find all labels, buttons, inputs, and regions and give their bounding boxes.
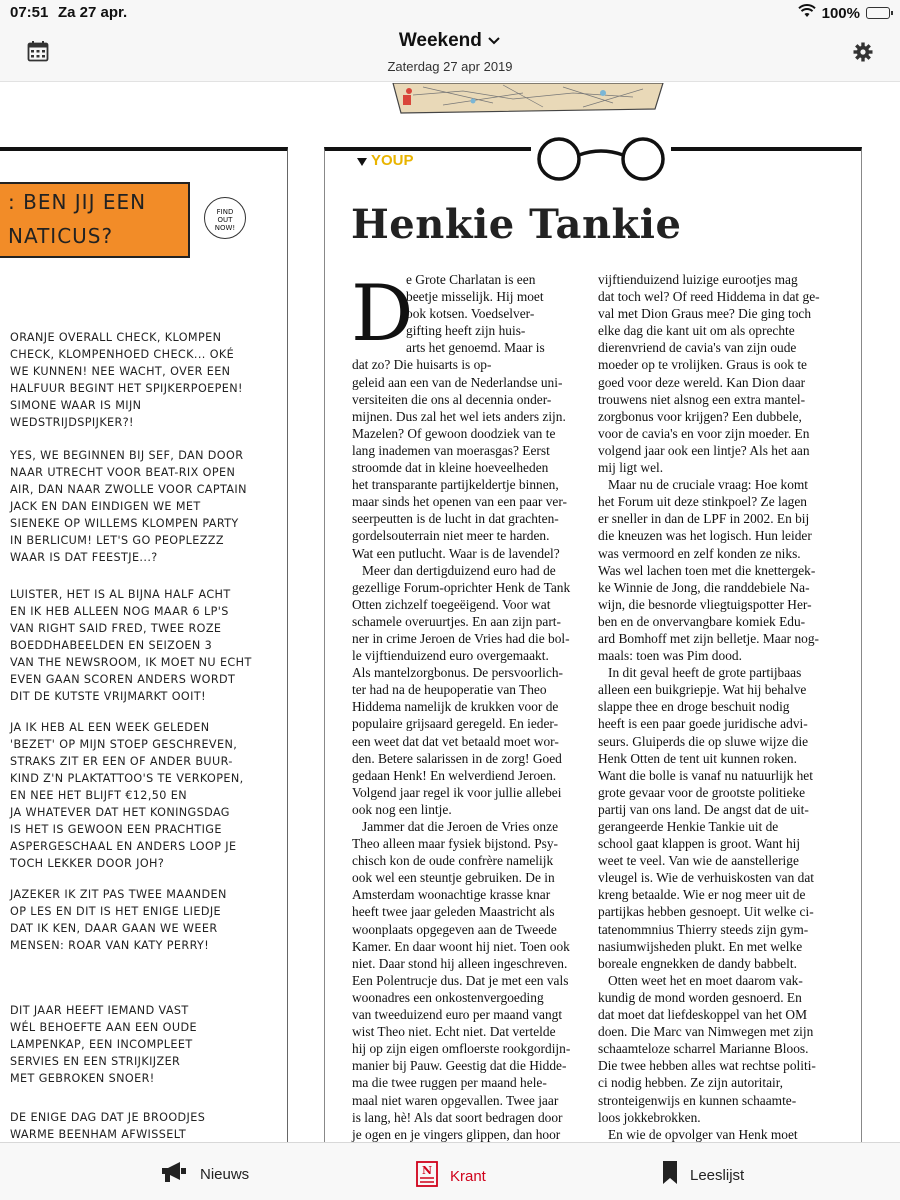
map-illustration [383, 83, 673, 121]
comic-line: KIND Z'N PLAKTATTOO'S TE VERKOPEN, [10, 772, 244, 785]
article-line: elke dag die kant uit om als oprechte [598, 323, 795, 339]
article-line: vleugel is. Wie de verhuiskosten van dat [598, 870, 815, 886]
app-header [0, 26, 900, 82]
article-line: wist Theo niet. Echt niet. Dat vertelde [352, 1024, 556, 1040]
article-line: Theo alleen maar fysiek bijstond. Psy- [352, 836, 559, 852]
comic-speech-block [10, 1109, 278, 1142]
comic-line: MENSEN: ROAR VAN KATY PERRY! [10, 939, 210, 952]
article-line: is lang, hè! Als dat soort bedragen door [352, 1109, 563, 1125]
comic-line: LUISTER, HET IS AL BIJNA HALF ACHT [10, 588, 231, 601]
article-line: vijftienduizend luizige eurootjes mag [598, 272, 798, 287]
comic-line: IN BERLICUM! LET'S GO PEOPLEZZZ [10, 534, 224, 547]
wifi-icon [798, 4, 816, 22]
comic-line: 'BEZET' OP MIJN STOEP GESCHREVEN, [10, 738, 238, 751]
tab-leeslijst[interactable] [662, 1161, 744, 1189]
article-line: maals: toen was Pim dood. [598, 648, 742, 664]
megaphone-icon [160, 1161, 188, 1187]
article-line: En wie de opvolger van Henk moet [608, 1126, 798, 1142]
article-line: Hiddema namelijk de krukken voor de [352, 699, 559, 715]
comic-line: DIT DE KUTSTE VRIJMARKT OOIT! [10, 690, 206, 703]
article-line: niet. Daar stond hij alleen ingeschreven. [352, 955, 568, 971]
article-line: Volgend jaar regel ik voor jullie allebei [352, 784, 562, 800]
article-line: mijnen. Dus zal het wel iets anders zijn. [352, 408, 566, 424]
article-line: arts het genoemd. Maar is [406, 340, 545, 356]
badge-line: NOW! [214, 224, 236, 232]
tab-label: Krant [450, 1167, 486, 1185]
edition-selector[interactable] [0, 30, 900, 52]
comic-speech-block [10, 1002, 278, 1087]
comic-line: SERVIES EN EEN STRIJKIJZER [10, 1055, 181, 1068]
comic-line: WAAR IS DAT FEESTJE...? [10, 551, 158, 564]
article-line: In dit geval heeft de grote partijbaas [608, 665, 802, 681]
article-line: partij van ons land. De angst dat de uit- [598, 801, 809, 817]
comic-line: WARME BEENHAM AFWISSELT [10, 1128, 187, 1141]
comic-banner-line1: : BEN JIJ EEN [8, 190, 147, 214]
article-line: wijn, die besnorde vliegtuigspotter Her- [598, 596, 812, 612]
article-line: woonplaats opgegeven aan de Tweede [352, 921, 557, 937]
article-line: ben en de onvervangbare komiek Edu- [598, 613, 806, 629]
battery-icon [866, 7, 890, 19]
article-line: volgend jaar ook een lintje? Als het aan [598, 442, 810, 458]
edition-title: Weekend [398, 30, 482, 51]
article-line: alleen een buikgriepje. Wat hij behalve [598, 682, 807, 698]
article-line: ci nodig hebben. Ze zijn autoritair, [598, 1075, 784, 1091]
edition-date: Zaterdag 27 apr 2019 [387, 59, 513, 74]
comic-line: HALFUUR BEGINT HET SPIJKERPOEPEN! [10, 382, 243, 395]
article-line: stroomde dat in kleine hoeveelheden [352, 460, 549, 476]
comic-line: JA IK HEB AL EEN WEEK GELEDEN [10, 721, 210, 734]
svg-text:N: N [421, 1164, 433, 1177]
article-line: zorgbonus voor krijgen? Een dubbele, [598, 408, 802, 424]
comic-speech-block [10, 447, 278, 566]
article-line: le vijftienduizend euro overgemaakt. [352, 648, 549, 664]
tab-nieuws[interactable] [160, 1161, 249, 1187]
article-column-1 [352, 271, 588, 1142]
status-date: Za 27 apr. [58, 4, 128, 21]
tab-label: Leeslijst [690, 1166, 745, 1184]
comic-line: MET GEBROKEN SNOER! [10, 1072, 155, 1085]
article-line: Een Polentrucje dus. Dat je met een vals [352, 972, 569, 988]
tab-bar [0, 1142, 900, 1200]
article-line: dierenvriend de cavia's van zijn oude [598, 340, 797, 356]
article-line: woonadres een onkostenvergoeding [352, 989, 544, 1005]
status-bar [0, 0, 900, 26]
comic-line: ASPERGESCHAAL EN ANDERS LOOP JE [10, 840, 237, 853]
kicker-marker-icon [357, 155, 367, 165]
comic-line: IS HET IS GEWOON EEN PRACHTIGE [10, 823, 222, 836]
article-line: Was wel lachen toen met die knettergek- [598, 562, 816, 578]
comic-line: EN IK HEB ALLEEN NOG MAAR 6 LP'S [10, 605, 229, 618]
comic-line: STRAKS ZIT ER EEN OF ANDER BUUR- [10, 755, 233, 768]
article-line: gordelsouterrain niet meer te harden. [352, 528, 550, 544]
article-line: val met Dion Graus mee? Die ging toch [598, 306, 812, 322]
newspaper-icon [416, 1161, 438, 1191]
article-line: seurs. Gluiperds die op sluwe wijze die [598, 733, 809, 749]
comic-line: JA WHATEVER DAT HET KONINGSDAG [10, 806, 230, 819]
comic-line: WEDSTRIJDSPIJKER?! [10, 416, 134, 429]
article-line: je ogen en je vingers glippen, dan hoor [352, 1126, 561, 1142]
article-line: den. Betere salarissen in de zorg! Goed [352, 750, 562, 766]
comic-line: VAN RIGHT SAID FRED, TWEE ROZE [10, 622, 222, 635]
article-line: goed voor deze wereld. Kan Dion daar [598, 374, 806, 390]
comic-line: ORANJE OVERALL CHECK, KLOMPEN [10, 331, 222, 344]
article-line: ter had na de heupoperatie van Theo [352, 682, 547, 698]
article-line: boreale engnekken de dandy babbelt. [598, 955, 797, 971]
comic-line: SIMONE WAAR IS MIJN [10, 399, 142, 412]
badge-line: FIND [216, 208, 234, 216]
comic-text [10, 329, 278, 1142]
comic-line: SIENEKE OP WILLEMS KLOMPEN PARTY [10, 517, 239, 530]
comic-line: JAZEKER IK ZIT PAS TWEE MAANDEN [10, 888, 227, 901]
article-line: gedaan Henk! En welverdiend Jeroen. [352, 767, 557, 783]
article-line: maar sinds het openen van een paar ver- [352, 494, 568, 510]
article-line: maal niet waren opgevallen. Twee jaar [352, 1092, 559, 1108]
comic-banner [0, 182, 190, 258]
comic-speech-block [10, 329, 278, 431]
comic-speech-block [10, 586, 278, 705]
comic-line: JACK EN DAN EINDIGEN WE MET [10, 500, 201, 513]
comic-line: DAT IK KEN, DAAR GAAN WE WEER [10, 922, 218, 935]
article-line: Maar nu de cruciale vraag: Hoe komt [608, 477, 809, 493]
comic-speech-block [10, 719, 278, 872]
article-line: hij op zijn eigen omfloerste rookgordijn- [352, 1041, 571, 1057]
article-line: lang inademen van moerasgas? Eerst [352, 442, 550, 458]
article-line: het Forum uit deze stinkpoel? Ze lagen [598, 494, 807, 510]
article-line: heeft twee jaar geleden Maastricht als [352, 904, 555, 920]
article-line: gerangeerde Henkie Tankie uit de [598, 819, 779, 834]
article-line: gifting heeft zijn huis- [406, 323, 526, 339]
article-line: moeder op te vrolijken. Graus is ook te [598, 357, 807, 373]
comic-line: YES, WE BEGINNEN BIJ SEF, DAN DOOR [10, 449, 244, 462]
article-line: ma die twee ruggen per maand hele- [352, 1075, 547, 1091]
article-line: was vermoord en zelf konden ze niks. [598, 545, 801, 561]
article-line: seerpeutten is de lucht in dat grachten- [352, 511, 559, 527]
comic-banner-line2: NATICUS? [8, 224, 114, 248]
article-line: nasiumwijsheden plukt. En met welke [598, 938, 803, 954]
article-line: Want die bolle is vanaf nu natuurlijk het [598, 767, 813, 783]
article-line: kreng betaalde. Wie er nog meer uit de [598, 887, 806, 903]
article [324, 147, 862, 1142]
article-line: kundig de mond worden gesnoerd. En [598, 989, 802, 1005]
article-line: geleid aan een van de Nederlandse uni- [352, 374, 563, 390]
comic-line: TOCH LEKKER DOOR JOH? [10, 857, 165, 870]
find-out-badge [204, 197, 246, 239]
article-line: ard Bomhoff met zijn belletje. Maar nog- [598, 630, 820, 646]
article-line: er sneller in dan de LPF in 2002. En bij [598, 511, 810, 527]
status-time: 07:51 [10, 4, 49, 21]
article-line: gezellige Forum-oprichter Henk de Tank [352, 579, 571, 595]
article-line: chisch kon de oude confrère namelijk [352, 853, 554, 869]
article-line: ook nog een lintje. [352, 801, 452, 817]
article-line: Jammer dat die Jeroen de Vries onze [362, 819, 559, 834]
article-line: ke Winnie de Jong, die randdebiele Na- [598, 579, 810, 595]
comic-line: OP LES EN DIT IS HET ENIGE LIEDJE [10, 905, 222, 918]
article-line: Mazelen? Of gewoon doodziek van te [352, 425, 556, 441]
article-kicker: YOUP [371, 152, 414, 169]
article-line: Amsterdam woonachtige krasse knar [352, 887, 551, 903]
article-line: een weet dat dat vet betaald moet wor- [352, 733, 559, 749]
article-line: die kneuzen was het logisch. Hun leider [598, 528, 812, 544]
comic-line: EVEN GAAN SCOREN ANDERS WORDT [10, 673, 236, 686]
tab-label: Nieuws [200, 1165, 250, 1183]
article-line: e Grote Charlatan is een [406, 272, 536, 287]
article-line: stronteigenwijs en kunnen schaamte- [598, 1092, 797, 1108]
article-line: ook wel een steuntje gebruiken. De in [352, 870, 555, 886]
status-right [798, 4, 890, 22]
article-line: versiteiten die ons al decennia onder- [352, 391, 552, 407]
comic-line: WÉL BEHOEFTE AAN EEN OUDE [10, 1021, 197, 1034]
article-line: Otten zichzelf toegeëigend. Voor wat [352, 596, 551, 612]
article-line: Als mantelzorgbonus. De persvoorlich- [352, 665, 563, 681]
article-line: ook kotsen. Voedselver- [406, 306, 535, 322]
article-line: Wat een putlucht. Waar is de lavendel? [352, 545, 560, 561]
article-line: doen. Die Marc van Nimwegen met zijn [598, 1024, 814, 1040]
article-line: tatenommnius Thierry steeds zijn gym- [598, 921, 809, 937]
article-line: Henk Otten de tent uit kunnen roken. [598, 750, 797, 766]
comic-line: DE ENIGE DAG DAT JE BROODJES [10, 1111, 206, 1124]
comic-line: CHECK, KLOMPENHOED CHECK... OKÉ [10, 348, 235, 361]
article-line: beetje misselijk. Hij moet [406, 289, 544, 305]
article-line: voor de cavia's en voor zijn moeder. En [598, 425, 810, 441]
article-line: school gaat klappen is groot. Want hij [598, 836, 801, 852]
comic-line: AIR, DAN NAAR ZWOLLE VOOR CAPTAIN [10, 483, 247, 496]
comic-line: NAAR UTRECHT VOOR BEAT-RIX OPEN [10, 466, 236, 479]
article-title: Henkie Tankie [351, 201, 682, 248]
article-line: slappe thee en droge beschuit nodig [598, 699, 790, 715]
chevron-down-icon [487, 30, 501, 51]
article-line: Die twee hebben alles wat rechtse politi- [598, 1058, 816, 1074]
comic-speech-block [10, 886, 278, 954]
newspaper-page[interactable] [0, 83, 900, 1142]
comic-line: LAMPENKAP, EEN INCOMPLEET [10, 1038, 193, 1051]
article-line: het transparante partijkeldertje binnen, [352, 477, 559, 493]
article-line: schaamteloze scharrel Marianne Bloos. [598, 1041, 809, 1057]
tab-krant[interactable] [416, 1161, 486, 1191]
gear-icon[interactable] [853, 42, 873, 67]
article-line: partijkas hebben gesnoept. Uit welke ci- [598, 904, 814, 920]
article-line: grote gevaar voor de grootste politieke [598, 784, 806, 800]
article-line: schamele overuurtjes. En aan zijn part- [352, 613, 561, 629]
article-line: populaire grijsaard geregeld. En ieder- [352, 716, 559, 732]
article-line: manier bij Pauw. Geestig dat die Hidde- [352, 1058, 567, 1074]
battery-percent: 100% [821, 4, 860, 22]
drop-cap: D [351, 269, 414, 359]
article-line: van tweeduizend euro per maand vangt [352, 1007, 563, 1023]
article-line: weet te veel. Van wie de aanstellerige [598, 853, 799, 869]
article-line: heeft is een paar goede juridische advi- [598, 716, 808, 732]
article-line: loos jokkebrokken. [598, 1109, 701, 1125]
article-line: dat toch wel? Of reed Hiddema in dat ge- [598, 289, 820, 305]
glasses-icon [531, 133, 671, 194]
article-line: mij ligt wel. [598, 460, 664, 476]
article-line: Meer dan dertigduizend euro had de [362, 562, 556, 578]
comic-line: WE KUNNEN! NEE WACHT, OVER EEN [10, 365, 231, 378]
comic-line: DIT JAAR HEEFT IEMAND VAST [10, 1004, 189, 1017]
comic-line: EN NEE HET BLIJFT €12,50 EN [10, 789, 188, 802]
article-line: dat moet dat liefdeskoppel van het OM [598, 1007, 807, 1023]
comic-column [0, 147, 288, 1142]
comic-line: VAN THE NEWSROOM, IK MOET NU ECHT [10, 656, 252, 669]
article-line: Otten weet het en moet daarom vak- [608, 972, 803, 988]
article-column-2 [598, 271, 838, 1142]
bookmark-icon [662, 1161, 678, 1189]
comic-line: BOEDDHABEELDEN EN SEIZOEN 3 [10, 639, 213, 652]
article-line: dat zo? Die huisarts is op- [352, 357, 492, 373]
article-line: ner in crime Jeroen de Vries had die bol- [352, 630, 570, 646]
article-line: Kamer. En daar woont hij niet. Toen ook [352, 938, 570, 954]
badge-line: OUT [217, 216, 233, 224]
article-line: trouwens niet alsnog een extra mantel- [598, 391, 806, 407]
